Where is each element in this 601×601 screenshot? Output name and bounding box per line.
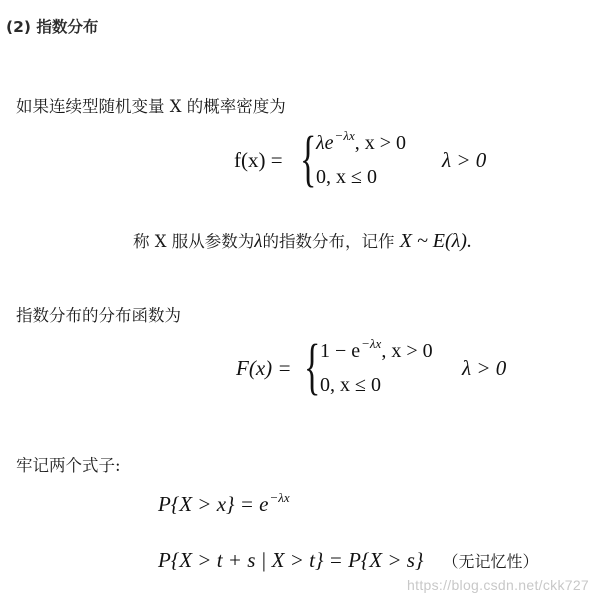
pdf-case1-exponent: −λx — [334, 128, 355, 143]
formula-2 — [158, 548, 538, 573]
notation-formula: X ~ E(λ). — [399, 230, 472, 252]
pdf-brace: { — [300, 125, 317, 193]
cdf-case2: 0, x ≤ 0 — [320, 374, 381, 396]
remember-intro-text: 牢记两个式子: — [16, 456, 121, 475]
cdf-formula — [236, 333, 536, 406]
pdf-case2: 0, x ≤ 0 — [316, 166, 377, 188]
pdf-case1 — [316, 128, 407, 155]
pdf-case1-condition: , x > 0 — [354, 132, 407, 154]
watermark: https://blog.csdn.net/ckk727 — [407, 577, 589, 593]
cdf-lhs: F(x) = — [236, 356, 292, 380]
pdf-intro-text: 如果连续型随机变量 X 的概率密度为 — [16, 97, 286, 116]
section-heading: (2) 指数分布 — [6, 18, 99, 36]
cdf-case1-exponent: −λx — [361, 336, 382, 351]
cdf-case1-condition: , x > 0 — [381, 340, 433, 362]
notation-line — [133, 228, 472, 253]
formula-1 — [158, 492, 290, 517]
cdf-intro-text: 指数分布的分布函数为 — [16, 306, 181, 325]
pdf-param-condition: λ > 0 — [442, 148, 487, 172]
cdf-brace: { — [304, 333, 321, 401]
formula-2-text: P{X > t + s | X > t} = P{X > s} — [158, 548, 424, 572]
pdf-lhs: f(x) = — [234, 148, 283, 172]
notation-mid: 的指数分布，记作 — [262, 232, 395, 251]
pdf-formula — [234, 125, 514, 198]
notation-lambda: λ — [254, 231, 263, 252]
notation-text: 称 X 服从参数为 — [133, 232, 255, 251]
formula-1-lhs: P{X > x} = e — [158, 492, 269, 516]
pdf-case1-base: λe — [316, 132, 334, 154]
formula-2-note: （无记忆性） — [442, 552, 539, 571]
cdf-case1 — [320, 336, 433, 363]
cdf-param-condition: λ > 0 — [462, 356, 507, 380]
cdf-case1-base: 1 − e — [320, 340, 361, 362]
formula-1-exponent: −λx — [269, 490, 290, 505]
